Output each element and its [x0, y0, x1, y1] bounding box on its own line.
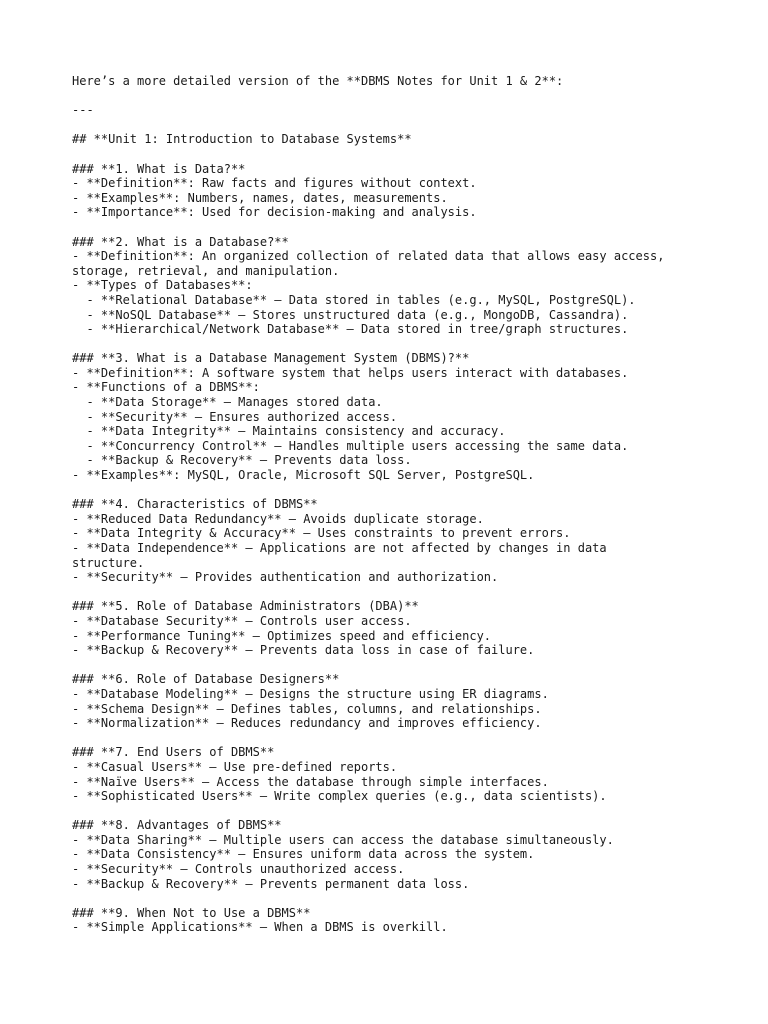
document-body [72, 74, 708, 935]
list-item: - **Sophisticated Users** – Write complex queries (e.g., data scientists). [72, 789, 607, 804]
list-item: - **Database Security** – Controls user access. [72, 613, 412, 628]
list-item: - **Normalization** – Reduces redundancy and improves efficiency. [72, 716, 542, 731]
list-item: - **Definition**: A software system that helps users interact with databases. [72, 365, 629, 380]
list-item: - **Database Modeling** – Designs the structure using ER diagrams. [72, 686, 549, 701]
blank-line [72, 118, 708, 133]
section-heading: ### **4. Characteristics of DBMS** [72, 497, 318, 512]
section-heading: ### **7. End Users of DBMS** [72, 745, 275, 760]
text-line: Here’s a more detailed version of the **DBMS Notes for Unit 1 & 2**: [72, 74, 564, 88]
sub-list-item: - **Data Storage** – Manages stored data. [72, 395, 383, 410]
section-heading: ### **9. When Not to Use a DBMS** [72, 905, 311, 920]
list-item: - **Naïve Users** – Access the database through simple interfaces. [72, 774, 549, 789]
list-item: - **Data Integrity & Accuracy** – Uses constraints to prevent errors. [72, 526, 571, 541]
list-item: - **Types of Databases**: [72, 278, 253, 293]
blank-line [72, 731, 708, 746]
sub-list-item: - **Data Integrity** – Maintains consistency and accuracy. [72, 424, 506, 439]
list-item: - **Examples**: MySQL, Oracle, Microsoft SQL Server, PostgreSQL. [72, 468, 535, 483]
list-item: - **Performance Tuning** – Optimizes speed and efficiency. [72, 628, 492, 643]
blank-line [72, 585, 708, 600]
section-heading: ### **3. What is a Database Management System (DBMS)?** [72, 351, 470, 366]
section-heading: ### **5. Role of Database Administrators (DBA)** [72, 599, 419, 614]
horizontal-rule: --- [72, 103, 94, 118]
sub-list-item: - **Backup & Recovery** – Prevents data loss. [72, 453, 412, 468]
blank-line [72, 89, 708, 104]
list-item: - **Schema Design** – Defines tables, columns, and relationships. [72, 701, 542, 716]
list-item: - **Examples**: Numbers, names, dates, measurements. [72, 190, 448, 205]
list-item: - **Simple Applications** – When a DBMS is overkill. [72, 920, 448, 935]
section-heading: ### **6. Role of Database Designers** [72, 672, 340, 687]
list-item: - **Data Independence** – Applications are not affected by changes in data [72, 541, 607, 555]
sub-list-item: - **Concurrency Control** – Handles multiple users accessing the same data. [72, 438, 629, 453]
list-item: - **Importance**: Used for decision-making and analysis. [72, 205, 477, 220]
list-item: - **Definition**: Raw facts and figures without context. [72, 176, 477, 191]
blank-line [72, 483, 708, 498]
section-heading: ### **2. What is a Database?** [72, 234, 289, 249]
text-line: structure. [72, 555, 145, 570]
list-item: - **Definition**: An organized collection of related data that allows easy access, [72, 249, 665, 264]
sub-list-item: - **Relational Database** – Data stored in tables (e.g., MySQL, PostgreSQL). [72, 292, 636, 307]
text-line: storage, retrieval, and manipulation. [72, 263, 340, 278]
sub-list-item: - **Security** – Ensures authorized access. [72, 409, 398, 424]
blank-line [72, 147, 708, 162]
list-item: - **Backup & Recovery** – Prevents data loss in case of failure. [72, 643, 535, 658]
list-item: - **Reduced Data Redundancy** – Avoids duplicate storage. [72, 511, 484, 526]
blank-line [72, 891, 708, 906]
section-heading: ### **8. Advantages of DBMS** [72, 818, 282, 833]
blank-line [72, 658, 708, 673]
blank-line [72, 337, 708, 352]
list-item: - **Data Sharing** – Multiple users can access the database simultaneously. [72, 832, 614, 847]
list-item: - **Security** – Provides authentication and authorization. [72, 570, 499, 585]
list-item: - **Security** – Controls unauthorized access. [72, 862, 405, 877]
list-item: - **Backup & Recovery** – Prevents permanent data loss. [72, 876, 470, 891]
blank-line [72, 804, 708, 819]
unit-heading: ## **Unit 1: Introduction to Database Systems** [72, 132, 412, 147]
sub-list-item: - **NoSQL Database** – Stores unstructured data (e.g., MongoDB, Cassandra). [72, 307, 629, 322]
blank-line [72, 220, 708, 235]
list-item: - **Functions of a DBMS**: [72, 380, 260, 395]
list-item: - **Casual Users** – Use pre-defined reports. [72, 759, 398, 774]
sub-list-item: - **Hierarchical/Network Database** – Data stored in tree/graph structures. [72, 322, 629, 337]
list-item: - **Data Consistency** – Ensures uniform data across the system. [72, 847, 535, 862]
section-heading: ### **1. What is Data?** [72, 161, 246, 176]
